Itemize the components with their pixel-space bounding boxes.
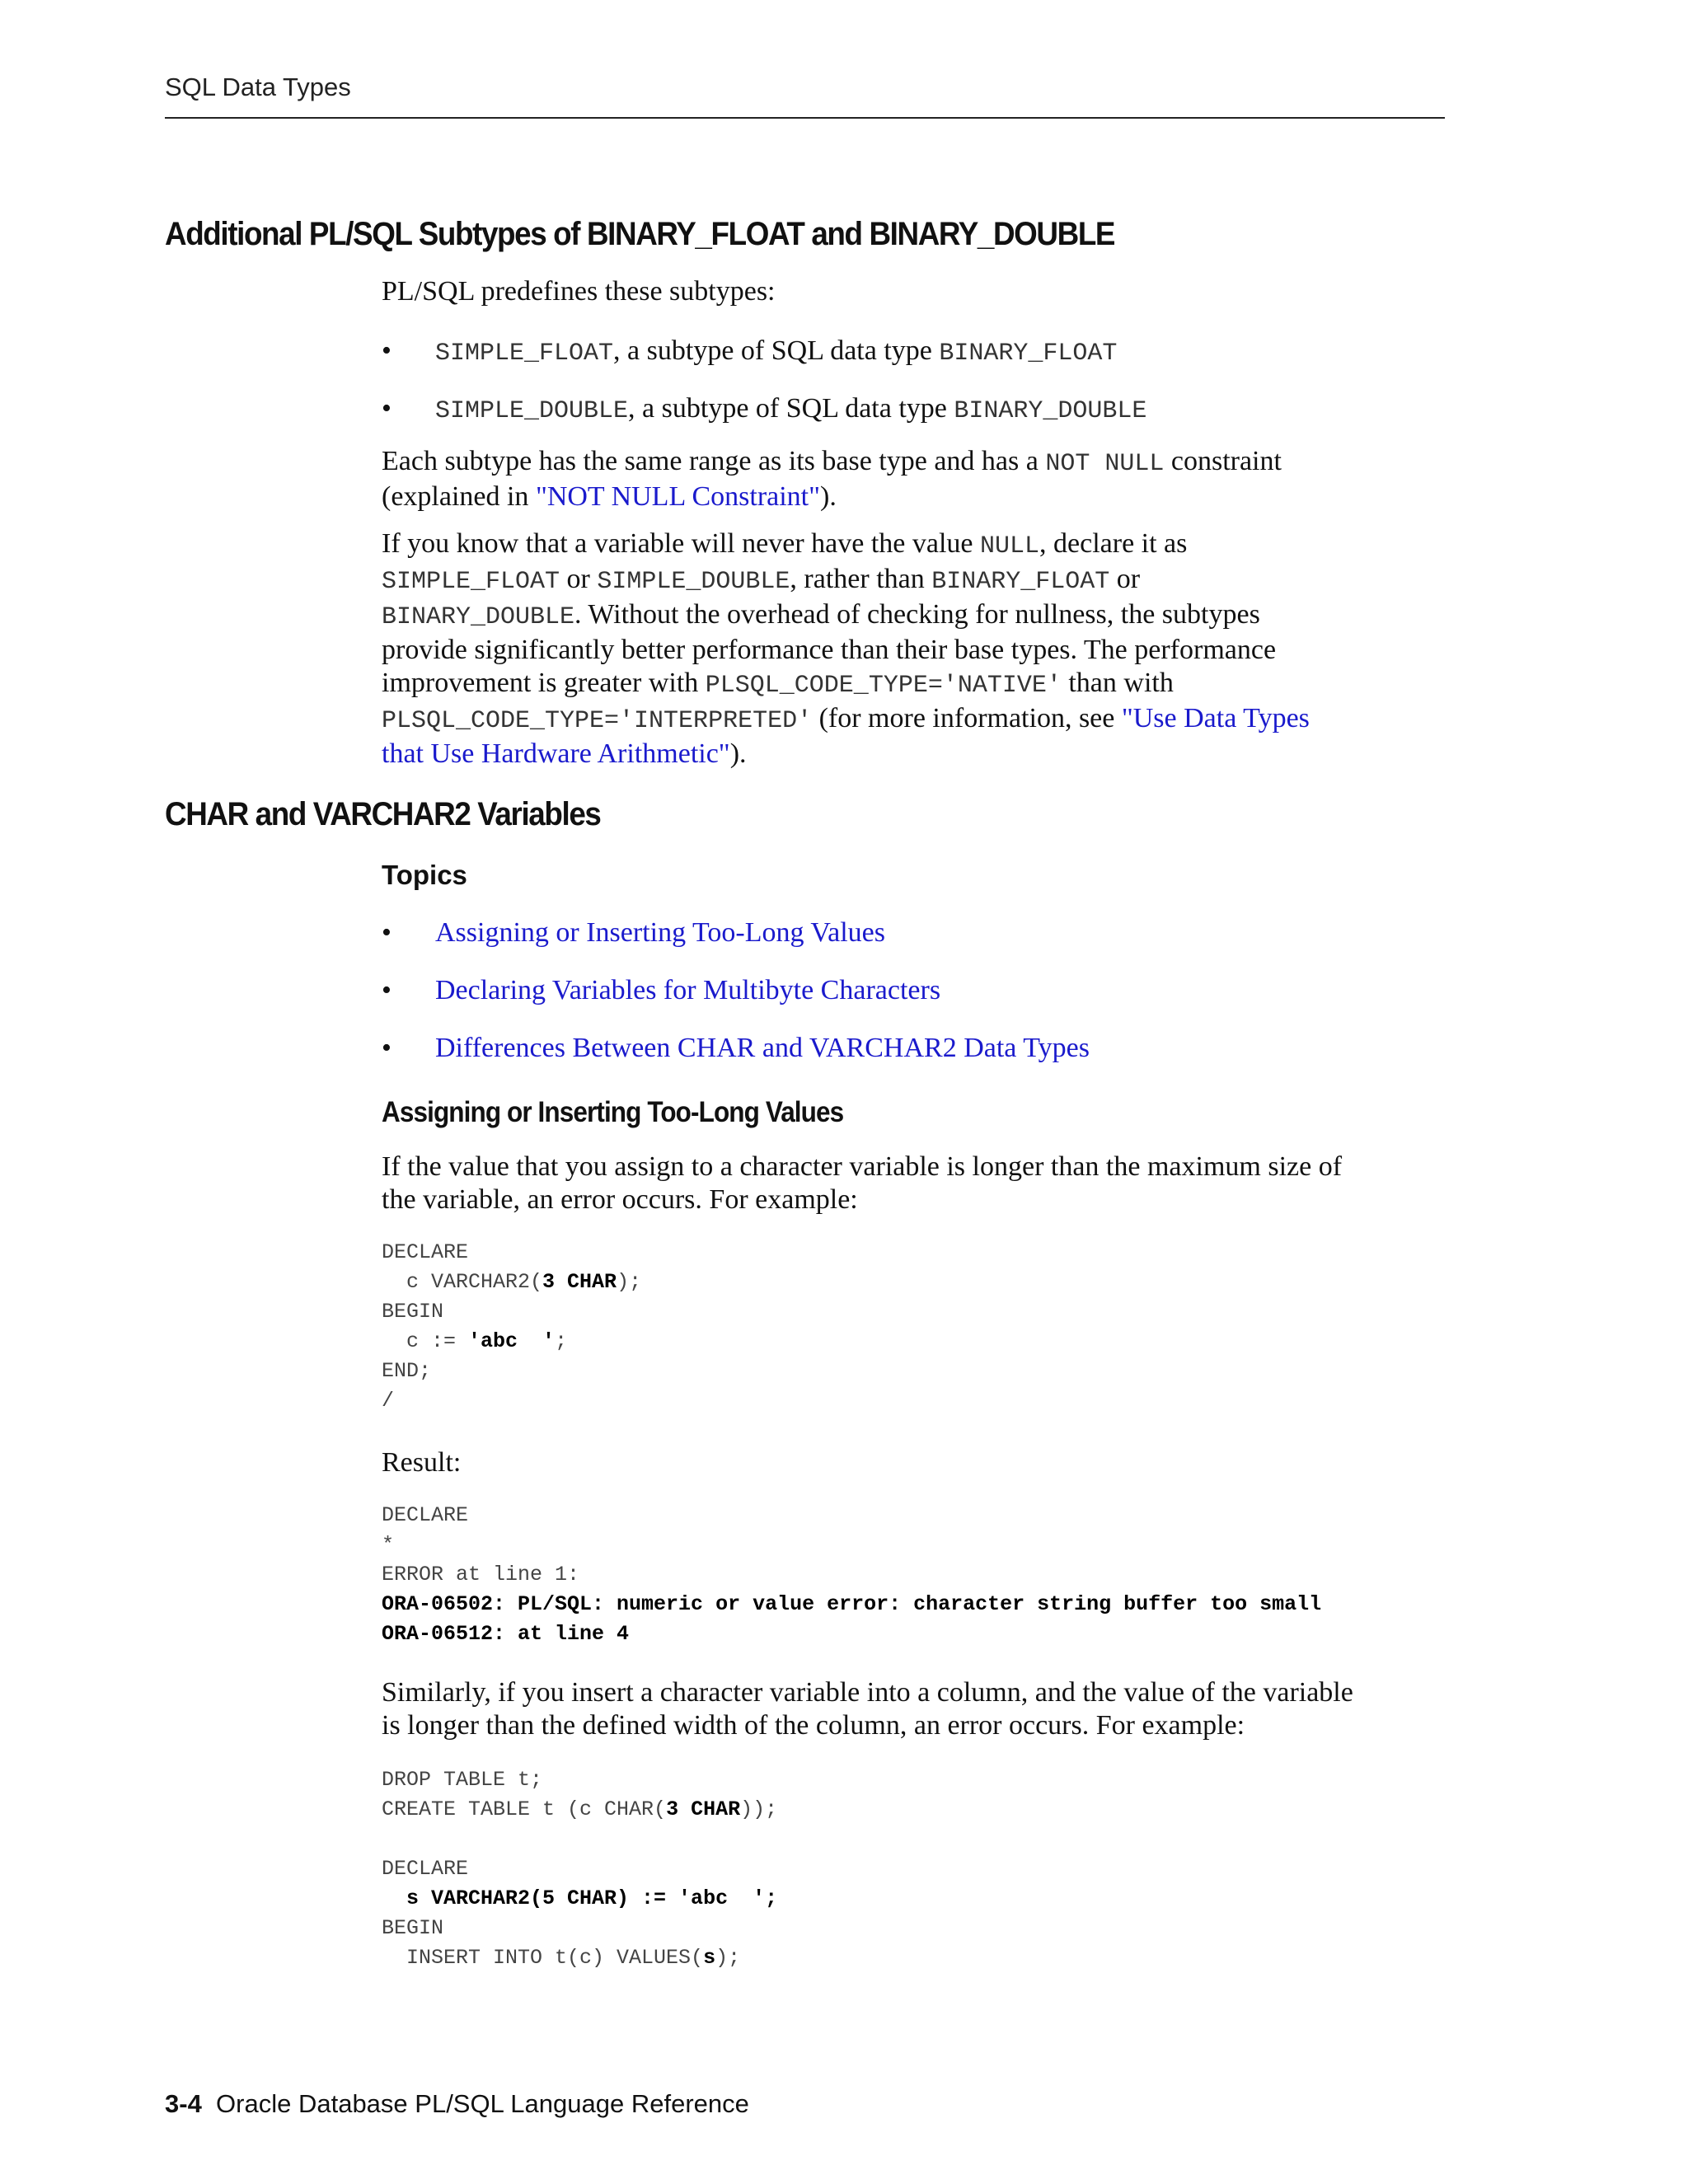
page-footer (165, 2089, 749, 2119)
code-example-assign: DECLARE c VARCHAR2(3 CHAR); BEGIN c := 'abc '; END; / (382, 1240, 642, 1413)
bullet-icon: • (382, 335, 392, 366)
topics-label: Topics (382, 860, 467, 890)
header-divider (165, 117, 1445, 119)
link-hardware-arithmetic[interactable]: "Use Data Types that Use Hardware Arithmetic" (382, 703, 1310, 769)
heading-char-varchar2: CHAR and VARCHAR2 Variables (165, 796, 601, 832)
result-label: Result: (382, 1447, 462, 1478)
intro-paragraph: PL/SQL predefines these subtypes: (382, 276, 776, 307)
header-section-title: SQL Data Types (165, 73, 351, 101)
book-title: Oracle Database PL/SQL Language Reference (216, 2089, 749, 2118)
page-number: 3-4 (165, 2089, 202, 2118)
heading-too-long-values: Assigning or Inserting Too-Long Values (382, 1096, 844, 1128)
paragraph-performance: If you know that a variable will never have the value NULL, declare it as SIMPLE_FLOAT or SIMPLE_DOUBLE, rather than BINARY_FLOAT or BINARY_DOUBLE. Without the overhead of checking for nullness, the subtypes provide significantly better performance than their base types. The performance improvement is greater with PLSQL_CODE_TYPE='NATIVE' than with PLSQL_CODE_TYPE='INTERPRETED' (for more information, see "Use Data Types that Use Hardware Arithmetic"). (382, 528, 1310, 769)
bullet-icon: • (382, 393, 392, 424)
paragraph-constraint: Each subtype has the same range as its base type and has a NOT NULL constraint (explained in "NOT NULL Constraint"). (382, 446, 1282, 512)
code-result-error: DECLARE * ERROR at line 1: ORA-06502: PL/SQL: numeric or value error: character string buffer too small ORA-06512: at line 4 (382, 1503, 1322, 1646)
topic-link-multibyte[interactable]: Declaring Variables for Multibyte Characters (435, 975, 941, 1005)
heading-subtypes: Additional PL/SQL Subtypes of BINARY_FLOAT and BINARY_DOUBLE (165, 216, 1115, 252)
code-example-insert: DROP TABLE t; CREATE TABLE t (c CHAR(3 CHAR)); DECLARE s VARCHAR2(5 CHAR) := 'abc '; BEGIN INSERT INTO t(c) VALUES(s); (382, 1768, 778, 1970)
bullet-icon: • (382, 917, 392, 948)
paragraph-assign-error: If the value that you assign to a character variable is longer than the maximum size of the variable, an error occurs. For example: (382, 1151, 1343, 1215)
bullet-icon: • (382, 1033, 392, 1063)
list-item: SIMPLE_FLOAT, a subtype of SQL data type BINARY_FLOAT (435, 335, 1118, 368)
topic-link-too-long-values[interactable]: Assigning or Inserting Too-Long Values (435, 917, 885, 948)
list-item: SIMPLE_DOUBLE, a subtype of SQL data type BINARY_DOUBLE (435, 393, 1147, 425)
paragraph-insert-error: Similarly, if you insert a character variable into a column, and the value of the variable is longer than the defined width of the column, an error occurs. For example: (382, 1677, 1353, 1741)
topic-link-differences[interactable]: Differences Between CHAR and VARCHAR2 Data Types (435, 1033, 1090, 1063)
bullet-icon: • (382, 975, 392, 1005)
link-not-null-constraint[interactable]: "NOT NULL Constraint" (535, 481, 821, 512)
